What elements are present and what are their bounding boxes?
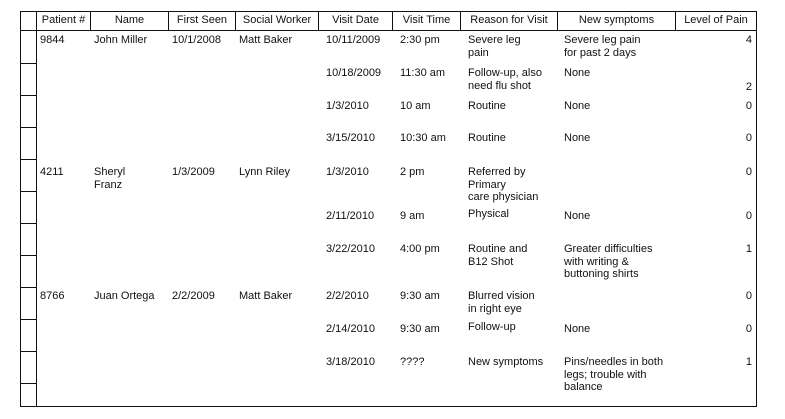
visit-date: 10/18/2009 (326, 67, 382, 79)
new-symptoms: None (564, 323, 591, 335)
header-bottom-border (20, 30, 757, 31)
pain-level: 0 (745, 132, 752, 144)
index-box-divider (20, 63, 37, 64)
visit-reason: Follow-up (468, 321, 516, 333)
visit-reason: Routine (468, 100, 506, 112)
pain-level: 0 (745, 100, 752, 112)
header-new-symptoms: New symptoms (578, 14, 655, 26)
visit-time: 2:30 pm (400, 34, 440, 46)
new-symptoms: None (564, 132, 591, 144)
header-name: Name (114, 14, 145, 26)
index-column-divider (36, 11, 37, 407)
index-box-divider (20, 287, 37, 288)
visit-date: 10/11/2009 (326, 34, 381, 46)
visit-time: 2 pm (400, 166, 425, 178)
visit-date: 1/3/2010 (326, 166, 369, 178)
visit-date: 3/18/2010 (326, 356, 375, 368)
header-social-worker: Social Worker (242, 14, 312, 26)
patient-name: Sheryl Franz (94, 166, 126, 191)
patient-number: 4211 (40, 166, 64, 178)
visit-time: 10 am (400, 100, 431, 112)
new-symptoms: Pins/needles in both legs; trouble with balance (564, 356, 664, 393)
new-symptoms: Greater difficulties with writing & buttoning shirts (564, 243, 653, 280)
header-first-seen: First Seen (176, 14, 228, 26)
new-symptoms: None (564, 67, 591, 79)
new-symptoms: Severe leg pain for past 2 days (564, 34, 641, 59)
visit-time: 9:30 am (400, 323, 440, 335)
visit-time: 9:30 am (400, 290, 440, 302)
new-symptoms: None (564, 210, 591, 222)
visit-date: 3/15/2010 (326, 132, 375, 144)
pain-level: 0 (745, 323, 752, 335)
visit-date: 1/3/2010 (326, 100, 369, 112)
visit-reason: Severe leg pain (468, 34, 521, 59)
index-box-divider (20, 319, 37, 320)
patient-name: John Miller (94, 34, 148, 46)
new-symptoms: None (564, 100, 591, 112)
pain-level: 2 (745, 81, 752, 93)
patient-visit-table (20, 11, 757, 407)
pain-level: 0 (745, 166, 752, 178)
visit-time: 11:30 am (400, 67, 446, 79)
index-box-divider (20, 351, 37, 352)
pain-level: 0 (745, 210, 752, 222)
pain-level: 1 (745, 243, 752, 255)
index-box-divider (20, 95, 37, 96)
index-box-divider (20, 255, 37, 256)
header-pain: Level of Pain (684, 14, 748, 26)
visit-reason: Referred by Primary care physician (468, 166, 539, 203)
visit-reason: New symptoms (468, 356, 544, 368)
first-seen-date: 2/2/2009 (172, 290, 215, 302)
social-worker: Lynn Riley (239, 166, 290, 178)
index-box-divider (20, 191, 37, 192)
index-box-divider (20, 159, 37, 160)
social-worker: Matt Baker (239, 290, 293, 302)
visit-reason: Routine and B12 Shot (468, 243, 528, 268)
visit-reason: Routine (468, 132, 506, 144)
pain-level: 4 (745, 34, 752, 46)
visit-reason: Follow-up, also need flu shot (468, 67, 542, 92)
social-worker: Matt Baker (239, 34, 293, 46)
patient-number: 9844 (40, 34, 65, 46)
visit-time: 9 am (400, 210, 425, 222)
table-right-border (756, 11, 757, 407)
visit-date: 2/11/2010 (326, 210, 375, 222)
index-box-divider (20, 383, 37, 384)
table-left-border (20, 11, 21, 407)
first-seen-date: 1/3/2009 (172, 166, 215, 178)
header-reason: Reason for Visit (470, 14, 548, 26)
pain-level: 1 (745, 356, 752, 368)
visit-reason: Blurred vision in right eye (468, 290, 535, 315)
visit-date: 2/2/2010 (326, 290, 369, 302)
visit-time: ???? (400, 356, 425, 368)
visit-time: 10:30 am (400, 132, 446, 144)
index-box-divider (20, 223, 37, 224)
visit-date: 2/14/2010 (326, 323, 375, 335)
first-seen-date: 10/1/2008 (172, 34, 221, 46)
index-box-divider (20, 127, 37, 128)
header-visit-date: Visit Date (332, 14, 379, 26)
header-patient-num: Patient # (41, 14, 86, 26)
visit-date: 3/22/2010 (326, 243, 375, 255)
patient-name: Juan Ortega (94, 290, 155, 302)
patient-number: 8766 (40, 290, 65, 302)
visit-time: 4:00 pm (400, 243, 440, 255)
pain-level: 0 (745, 290, 752, 302)
table-bottom-border (20, 406, 757, 407)
header-visit-time: Visit Time (402, 14, 451, 26)
visit-reason: Physical (468, 208, 509, 220)
